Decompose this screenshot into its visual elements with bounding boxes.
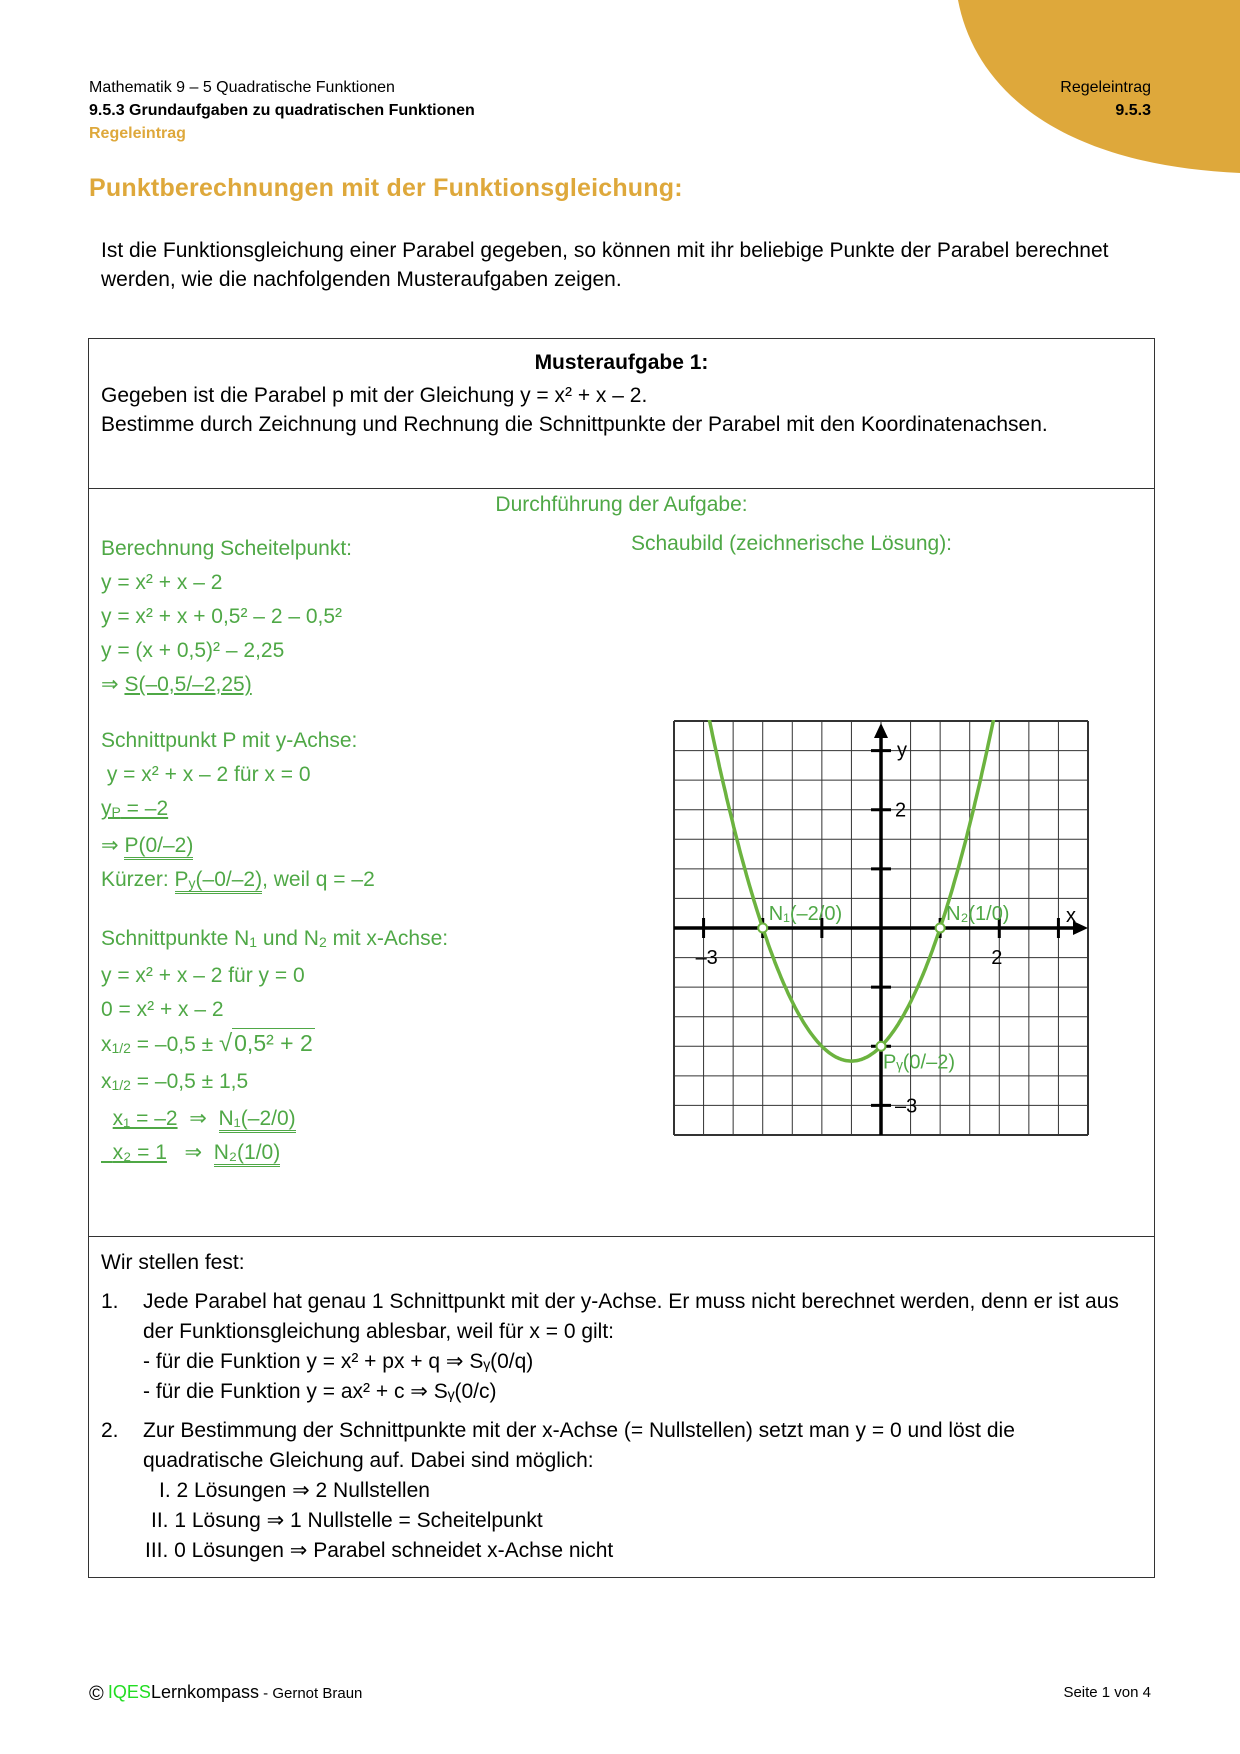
task-section [89, 339, 1154, 489]
document-type: Regeleintrag [89, 125, 186, 142]
implies-icon: ⇒ [101, 834, 119, 857]
x-intercepts-result-2: x₂ = 1 ⇒ N₂(1/0) [101, 1136, 448, 1170]
copyright-icon: © [89, 1683, 104, 1705]
x-intercepts-result-1: x₁ = –2 ⇒ N₁(–2/0) [101, 1102, 448, 1136]
y-intercept-value: $y_P = -2$ [101, 797, 169, 820]
task-heading: Musteraufgabe 1: [534, 351, 709, 374]
svg-text:–3: –3 [695, 947, 718, 969]
svg-text:N₁(–2/0): N₁(–2/0) [768, 903, 843, 925]
task-given: Gegeben ist die Parabel p mit der Gleichung y = x² + x – 2. [101, 384, 648, 407]
intro-paragraph: Ist die Funktionsgleichung einer Parabel gegeben, so können mit ihr beliebige Punkte der Parabel berechnet werden, wie die nachfolgenden Musteraufgaben zeigen. [101, 239, 1109, 291]
badge-code: 9.5.3 [1115, 102, 1151, 119]
x-intercepts-step-3: $x_{1/2} = -0,5 \pm √0,5^2 + 2$ [101, 1030, 313, 1057]
y-intercept-result: ⇒ P(0/–2) [101, 829, 448, 863]
y-intercept-title: Schnittpunkt P mit y-Achse: [101, 729, 358, 752]
finding-item: 2. Zur Bestimmung der Schnittpunkte mit der x-Achse (= Nullstellen) setzt man y = 0 und löst die quadratische Gleichung auf. Dabei sind möglich: I. 2 Lösungen ⇒ 2 Nullstellen II. 1 Lösung ⇒ 1 Nullstelle = Scheitelpunkt III. 0 Lösungen ⇒ Parabel schneidet x-Achse nicht [101, 1419, 1015, 1562]
author: - Gernot Braun [259, 1685, 363, 1702]
vertex-step-1: y = x² + x – 2 [101, 571, 223, 594]
vertex-step-2: y = x² + x + 0,5² – 2 – 0,5² [101, 605, 343, 628]
svg-text:Pᵧ(0/–2): Pᵧ(0/–2) [883, 1051, 956, 1074]
parabola-chart [673, 720, 1089, 1136]
svg-text:N₂(1/0): N₂(1/0) [946, 903, 1010, 925]
footer [89, 1682, 362, 1706]
solution-section [89, 488, 1154, 1237]
brand-iqes: IQES [107, 1682, 151, 1702]
chart-title: Schaubild (zeichnerische Lösung): [631, 532, 953, 555]
task-instruction: Bestimme durch Zeichnung und Rechnung die Schnittpunkte der Parabel mit den Koordinatenachsen. [101, 413, 1048, 436]
y-intercept-shortcut: Kürzer: $P_y(-0/-2)$, weil q = –2 [101, 863, 448, 900]
svg-text:–3: –3 [895, 1095, 918, 1118]
y-intercept-step-1: y = x² + x – 2 für x = 0 [101, 763, 311, 786]
example-box [88, 338, 1155, 1578]
svg-text:x: x [1066, 905, 1076, 927]
page-title: Punktberechnungen mit der Funktionsgleichung: [89, 174, 683, 202]
findings-section [89, 1236, 1154, 1566]
subject-line: Mathematik 9 – 5 Quadratische Funktionen [89, 79, 395, 96]
brand-lernkompass: Lernkompass [150, 1682, 259, 1702]
solution-heading: Durchführung der Aufgabe: [495, 493, 748, 516]
svg-text:2: 2 [991, 947, 1003, 969]
document-header [89, 76, 475, 145]
svg-text:y: y [897, 739, 907, 762]
vertex-step-3: y = (x + 0,5)² – 2,25 [101, 639, 285, 662]
vertex-title: Berechnung Scheitelpunkt: [101, 537, 353, 560]
sqrt-icon: √ [218, 1030, 233, 1057]
vertex-result: ⇒ S(–0,5/–2,25) [101, 673, 252, 696]
svg-text:2: 2 [895, 799, 907, 822]
x-intercepts-step-1: y = x² + x – 2 für y = 0 [101, 964, 305, 987]
chapter-line: 9.5.3 Grundaufgaben zu quadratischen Funktionen [89, 102, 475, 119]
header-badge [1060, 76, 1151, 122]
badge-type: Regeleintrag [1060, 79, 1151, 96]
implies-icon: ⇒ [101, 673, 119, 696]
x-intercepts-step-2: 0 = x² + x – 2 [101, 998, 224, 1021]
page-number: Seite 1 von 4 [1063, 1684, 1151, 1701]
x-intercepts-title: Schnittpunkte $N_1$ und $N_2$ mit x-Achse: [101, 927, 449, 950]
x-intercepts-step-4: $x_{1/2} = -0,5 \pm 1,5$ [101, 1070, 249, 1093]
calculation-column [101, 532, 448, 1170]
parabola-curve [708, 720, 994, 1061]
finding-item: 1. Jede Parabel hat genau 1 Schnittpunkt mit der y-Achse. Er muss nicht berechnet werden, denn er ist aus der Funktionsgleichung ablesbar, weil für x = 0 gilt: - für die Funktion y = x² + px + q ⇒ Sᵧ(0/q) - für die Funktion y = ax² + c ⇒ Sᵧ(0/c) [101, 1290, 1119, 1403]
findings-lead: Wir stellen fest: [101, 1251, 245, 1274]
chart-axes [674, 723, 1088, 1135]
